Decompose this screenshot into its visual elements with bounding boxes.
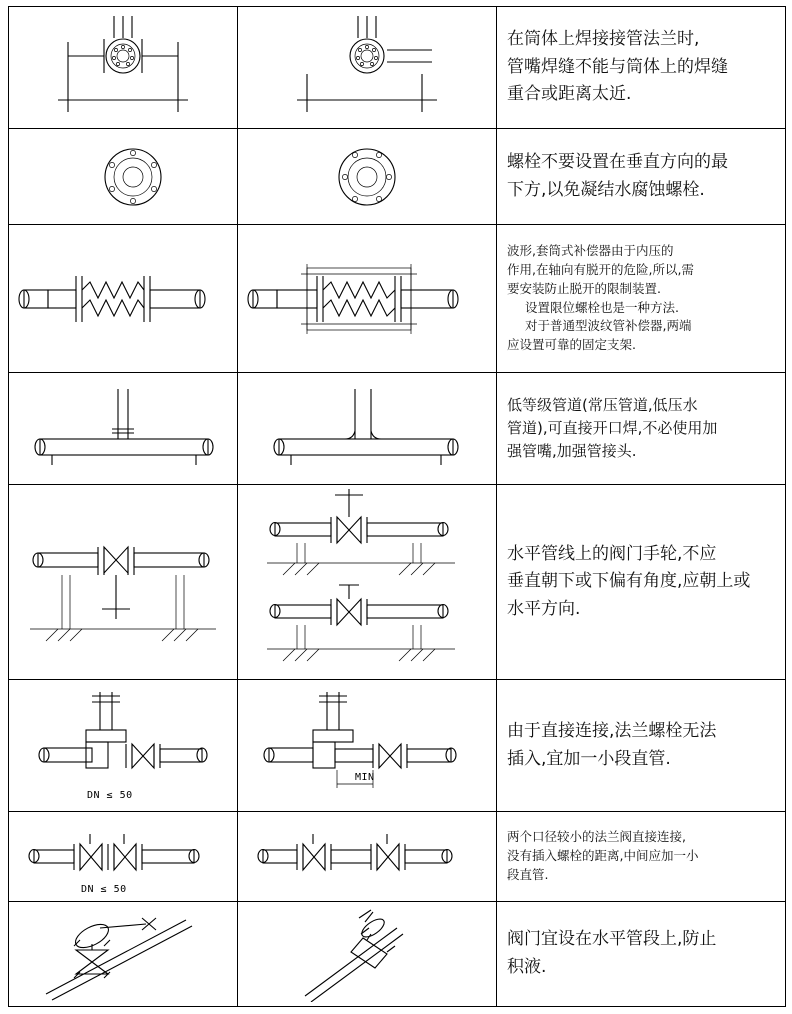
comparison-table xyxy=(8,6,786,1007)
table-row xyxy=(9,485,786,680)
note-line: 强管嘴,加强管接头. xyxy=(507,442,637,461)
note-line: 对于普通型波纹管补偿器,两端 xyxy=(525,318,692,334)
cell-wrong-6 xyxy=(9,680,238,812)
table-row xyxy=(9,373,786,485)
caption-dn-wrong: DN ≤ 50 xyxy=(87,790,133,801)
note-line: 水平方向. xyxy=(507,598,581,619)
cell-note-2 xyxy=(497,129,786,225)
cell-right-6 xyxy=(238,680,497,812)
cell-right-5 xyxy=(238,485,497,680)
note-line: 在筒体上焊接接管法兰时, xyxy=(507,29,700,50)
note-text-6 xyxy=(497,712,785,779)
cell-wrong-5 xyxy=(9,485,238,680)
note-line: 波形,套筒式补偿器由于内压的 xyxy=(507,243,674,259)
note-line: 水平管线上的阀门手轮,不应 xyxy=(507,543,717,564)
note-line: 设置限位螺栓也是一种方法. xyxy=(525,299,679,315)
note-line: 管嘴焊缝不能与筒体上的焊缝 xyxy=(507,56,728,77)
note-line: 两个口径较小的法兰阀直接连接, xyxy=(507,829,686,845)
note-line: 积液. xyxy=(507,957,547,977)
note-line: 阀门宜设在水平管段上,防止 xyxy=(507,929,717,950)
cell-note-5 xyxy=(497,485,786,680)
note-text-7 xyxy=(497,822,785,890)
note-text-2 xyxy=(497,143,785,210)
table-row xyxy=(9,902,786,1007)
table-row xyxy=(9,812,786,902)
note-line: 插入,宜加一小段直管. xyxy=(507,748,671,769)
table-row xyxy=(9,7,786,129)
note-line: 螺栓不要设置在垂直方向的最 xyxy=(507,151,728,172)
cell-wrong-2 xyxy=(9,129,238,225)
cell-wrong-7 xyxy=(9,812,238,902)
cell-right-4 xyxy=(238,373,497,485)
cell-right-7 xyxy=(238,812,497,902)
note-line: 重合或距离太近. xyxy=(507,84,632,105)
table-row xyxy=(9,680,786,812)
note-line: 应设置可靠的固定支架. xyxy=(507,337,636,352)
cell-wrong-3 xyxy=(9,225,238,373)
note-text-8 xyxy=(497,920,785,987)
cell-right-8 xyxy=(238,902,497,1007)
cell-note-6 xyxy=(497,680,786,812)
cell-right-1 xyxy=(238,7,497,129)
cell-note-4 xyxy=(497,373,786,485)
cell-right-3 xyxy=(238,225,497,373)
note-line: 垂直朝下或下偏有角度,应朝上或 xyxy=(507,571,751,592)
note-line: 管道),可直接开口焊,不必使用加 xyxy=(507,418,718,437)
note-text-5 xyxy=(497,535,785,630)
cell-wrong-8 xyxy=(9,902,238,1007)
cell-note-3 xyxy=(497,225,786,373)
note-text-3 xyxy=(497,236,785,361)
cell-note-8 xyxy=(497,902,786,1007)
table-row xyxy=(9,129,786,225)
note-text-4 xyxy=(497,388,785,470)
note-line: 作用,在轴向有脱开的危险,所以,需 xyxy=(507,262,694,277)
note-line: 低等级管道(常压管道,低压水 xyxy=(507,395,698,414)
caption-min-right: MIN xyxy=(355,772,375,783)
cell-wrong-1 xyxy=(9,7,238,129)
cell-wrong-4 xyxy=(9,373,238,485)
cell-note-7 xyxy=(497,812,786,902)
note-line: 段直管. xyxy=(507,866,549,882)
note-text-1 xyxy=(497,20,785,115)
note-line: 没有插入螺栓的距离,中间应加一小 xyxy=(507,848,699,864)
cell-right-2 xyxy=(238,129,497,225)
note-line: 下方,以免凝结水腐蚀螺栓. xyxy=(507,179,705,200)
cell-note-1 xyxy=(497,7,786,129)
note-line: 由于直接连接,法兰螺栓无法 xyxy=(507,720,717,741)
caption-dn-wrong: DN ≤ 50 xyxy=(81,884,127,895)
table-row xyxy=(9,225,786,373)
note-line: 要安装防止脱开的限制装置. xyxy=(507,280,661,296)
